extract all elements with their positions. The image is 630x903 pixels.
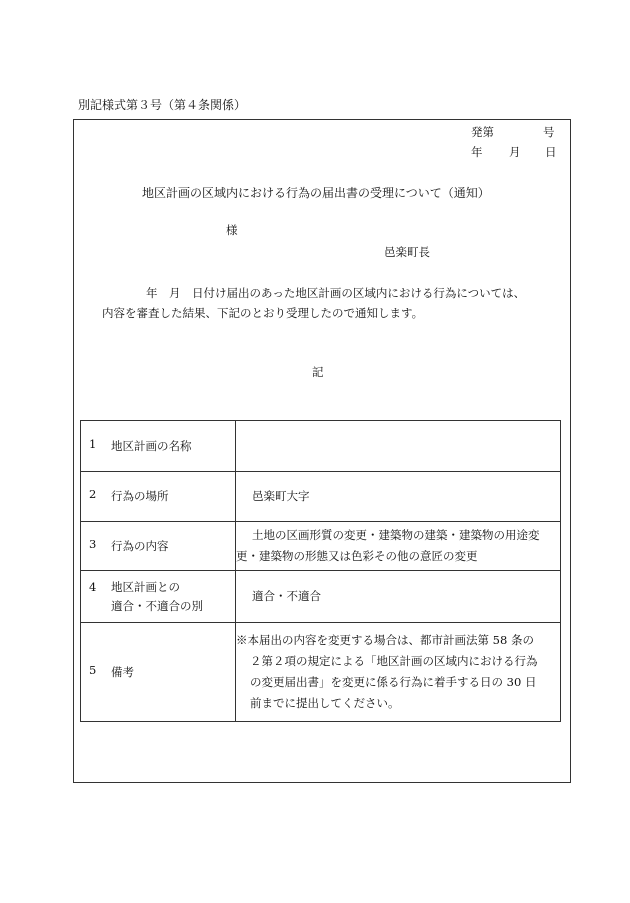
item-label: 行為の場所: [111, 489, 169, 503]
item-value: 邑楽町大字: [252, 489, 310, 503]
item-number: 2: [89, 487, 97, 501]
item-value-cell: [236, 571, 561, 623]
item-label-cell: [81, 472, 236, 522]
table-row: [81, 571, 561, 623]
item-value: ２第２項の規定による「地区計画の区域内における行為: [250, 654, 538, 668]
table-row: [81, 623, 561, 722]
table-row: [81, 522, 561, 571]
issue-date-month: 月: [509, 145, 521, 159]
addressee-suffix: 様: [226, 223, 238, 237]
item-value: 適合・不適合: [252, 589, 321, 603]
item-label: 備考: [111, 664, 134, 679]
item-label-cell: [81, 421, 236, 472]
item-label-cell: [81, 623, 236, 722]
item-number: 4: [89, 579, 97, 594]
body-line-1: 年 月 日付け届出のあった地区計画の区域内における行為については、: [146, 286, 526, 300]
item-label-cell: [81, 522, 236, 571]
body-text: [102, 283, 558, 323]
item-value: 更・建築物の形態又は色彩その他の意匠の変更: [236, 549, 478, 563]
issue-date-year: 年: [471, 145, 483, 159]
item-number: 5: [89, 662, 97, 677]
item-value-cell: [236, 421, 561, 472]
issue-date: [471, 144, 557, 160]
item-value: の変更届出書」を変更に係る行為に着手する日の 30 日: [250, 675, 537, 689]
form-label: 別記様式第３号（第４条関係）: [78, 98, 247, 112]
item-label: 地区計画の名称: [111, 438, 192, 453]
item-label-cell: [81, 571, 236, 623]
item-label: 地区計画との: [111, 579, 180, 594]
ki-heading: 記: [312, 365, 324, 379]
issue-number-prefix: 発第: [471, 125, 494, 139]
table-row: [81, 421, 561, 472]
item-value: 土地の区画形質の変更・建築物の建築・建築物の用途変: [252, 528, 540, 542]
item-label: 適合・不適合の別: [111, 598, 203, 613]
items-table: [80, 420, 561, 722]
item-value-cell: [236, 522, 561, 571]
item-value-cell: [236, 623, 561, 722]
body-line-2: 内容を審査した結果、下記のとおり受理したので通知します。: [102, 306, 424, 320]
issue-date-day: 日: [545, 145, 557, 159]
item-label: 行為の内容: [111, 538, 169, 553]
item-number: 1: [89, 436, 97, 451]
item-value: 前までに提出してください。: [250, 696, 400, 710]
issue-number-suffix: 号: [543, 125, 555, 139]
item-value: ※本届出の内容を変更する場合は、都市計画法第 58 条の: [236, 633, 534, 647]
document-title: 地区計画の区域内における行為の届出書の受理について（通知）: [142, 186, 490, 200]
issue-number: [471, 124, 555, 140]
sender-name: 邑楽町長: [384, 245, 430, 259]
notice-frame: [73, 119, 571, 783]
item-number: 3: [89, 536, 97, 551]
item-value-cell: [236, 472, 561, 522]
table-row: [81, 472, 561, 522]
